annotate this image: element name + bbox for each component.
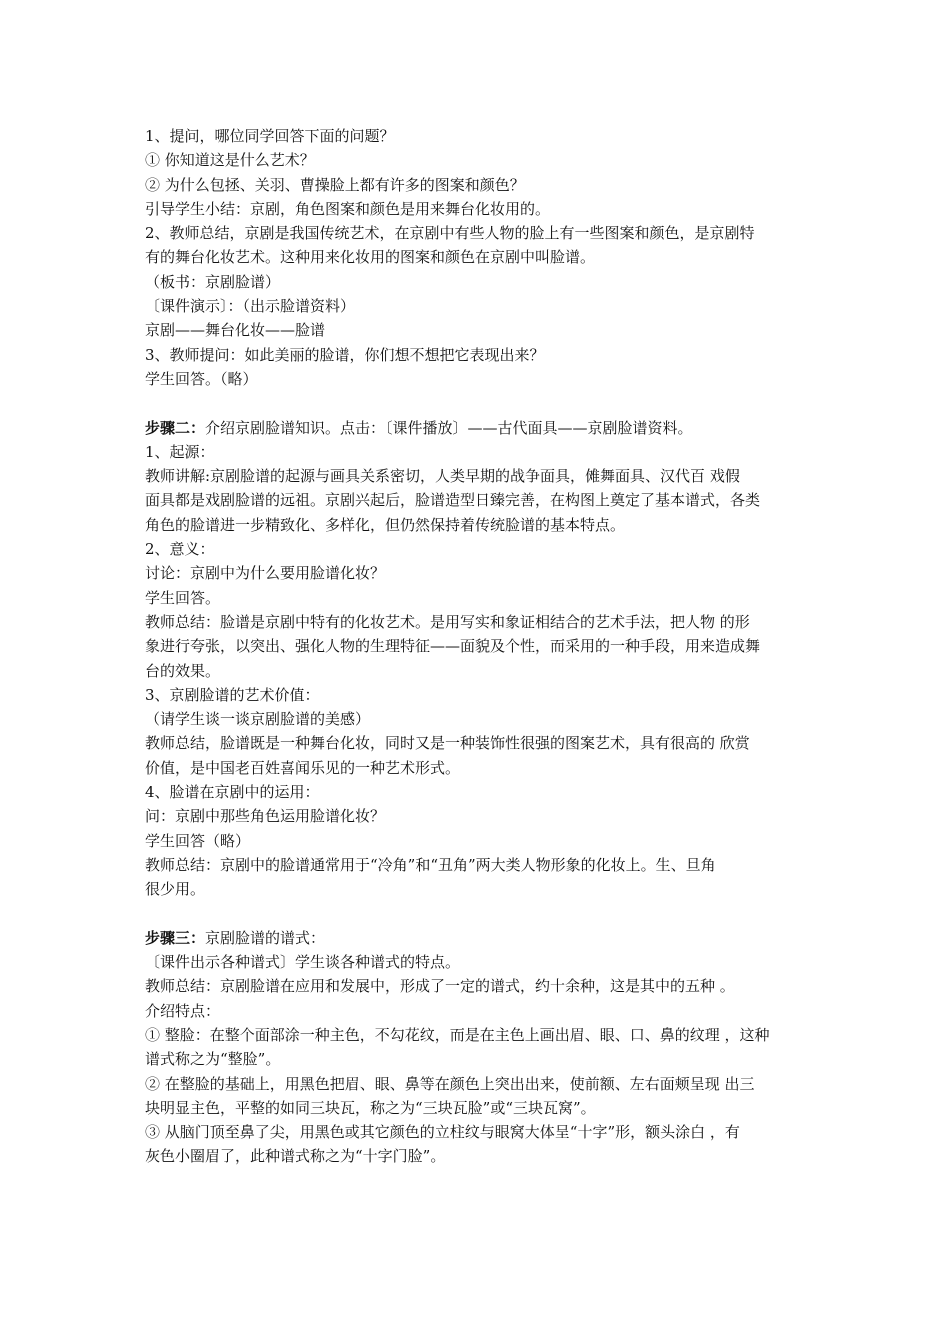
step2-line-9: 象进行夸张，以突出、强化人物的生理特征——面貌及个性，而采用的一种手段，用来造成舞 <box>145 637 761 656</box>
section1-line-4: 引导学生小结：京剧，角色图案和颜色是用来舞台化妆用的。 <box>145 199 551 218</box>
step2-line-7: 学生回答。 <box>145 588 221 607</box>
paragraph-gap <box>145 902 815 926</box>
step3-line-6: ② 在整脸的基础上，用黑色把眉、眼、鼻等在颜色上突出出来，使前额、左右面颊呈现 出三 <box>145 1074 755 1093</box>
step3-line-4: ① 整脸：在整个面部涂一种主色，不勾花纹，而是在主色上画出眉、眼、口、鼻的纹理 ，这种 <box>145 1025 770 1044</box>
section1-line-10: 3、教师提问：如此美丽的脸谱，你们想不想把它表现出来？ <box>145 345 545 364</box>
step2-line-5: 2、意义： <box>145 540 215 559</box>
step3-line-1: 〔课件出示各种谱式〕学生谈各种谱式的特点。 <box>145 953 461 972</box>
step2-line-12: （请学生谈一谈京剧脸谱的美感） <box>145 710 371 729</box>
step2-line-2: 教师讲解:京剧脸谱的起源与画具关系密切，人类早期的战争面具，傩舞面具、汉代百 戏假 <box>145 467 740 486</box>
step2-line-1: 1、起源： <box>145 442 215 461</box>
step3-line-5: 谱式称之为“整脸”。 <box>145 1050 281 1069</box>
step3-line-9: 灰色小圈眉了，此种谱式称之为“十字门脸”。 <box>145 1147 446 1166</box>
step2-line-16: 问：京剧中那些角色运用脸谱化妆？ <box>145 807 386 826</box>
step2-line-10: 台的效果。 <box>145 661 221 680</box>
step2-line-11: 3、京剧脸谱的艺术价值： <box>145 685 320 704</box>
section1-line-8: 〔课件演示〕：（出示脸谱资料） <box>145 297 356 316</box>
step2-line-3: 面具都是戏剧脸谱的远祖。京剧兴起后，脸谱造型日臻完善，在构图上奠定了基本谱式，各类 <box>145 491 761 510</box>
document-page <box>145 124 815 1169</box>
section1-line-2: ① 你知道这是什么艺术？ <box>145 151 315 170</box>
step3-line-3: 介绍特点： <box>145 1001 221 1020</box>
section1-line-3: ② 为什么包拯、关羽、曹操脸上都有许多的图案和颜色？ <box>145 175 525 194</box>
section1-line-1: 1、提问，哪位同学回答下面的问题？ <box>145 127 395 145</box>
step2-line-17: 学生回答（略） <box>145 831 251 850</box>
step2-heading <box>145 416 815 440</box>
section1-line-7: （板书：京剧脸谱） <box>145 272 281 291</box>
paragraph-gap <box>145 391 815 415</box>
step2-line-15: 4、脸谱在京剧中的运用： <box>145 783 320 802</box>
step2-line-8: 教师总结：脸谱是京剧中特有的化妆艺术。是用写实和象证相结合的艺术手法，把人物 的形 <box>145 612 750 631</box>
step3-line-7: 块明显主色，平整的如同三块瓦，称之为“三块瓦脸”或“三块瓦窝”。 <box>145 1098 596 1117</box>
step2-line-6: 讨论：京剧中为什么要用脸谱化妆？ <box>145 564 386 583</box>
step3-title: 京剧脸谱的谱式： <box>205 928 326 947</box>
step3-label: 步骤三： <box>145 928 206 947</box>
step2-title: 介绍京剧脸谱知识。点击：〔课件播放〕——古代面具——京剧脸谱资料。 <box>205 418 693 437</box>
step2-line-4: 角色的脸谱进一步精致化、多样化，但仍然保持着传统脸谱的基本特点。 <box>145 515 626 534</box>
step2-line-19: 很少用。 <box>145 880 206 899</box>
section1-line-11: 学生回答。（略） <box>145 369 258 388</box>
section1-line-6: 有的舞台化妆艺术。这种用来化妆用的图案和颜色在京剧中叫脸谱。 <box>145 248 596 267</box>
step2-label: 步骤二： <box>145 418 206 437</box>
step3-line-8: ③ 从脑门顶至鼻了尖，用黑色或其它颜色的立柱纹与眼窝大体呈“十字”形，额头涂白 ，有 <box>145 1123 740 1142</box>
section1-line-9: 京剧——舞台化妆——脸谱 <box>145 321 326 340</box>
step2-line-13: 教师总结，脸谱既是一种舞台化妆，同时又是一种装饰性很强的图案艺术，具有很高的 欣赏 <box>145 734 750 753</box>
step3-heading <box>145 926 815 950</box>
step3-line-2: 教师总结：京剧脸谱在应用和发展中，形成了一定的谱式，约十余种，这是其中的五种 。 <box>145 977 735 996</box>
step2-line-18: 教师总结：京剧中的脸谱通常用于“冷角”和“丑角”两大类人物形象的化妆上。生、旦角 <box>145 855 716 874</box>
section1-line-5: 2、教师总结，京剧是我国传统艺术，在京剧中有些人物的脸上有一些图案和颜色，是京剧特 <box>145 224 755 243</box>
step2-line-14: 价值，是中国老百姓喜闻乐见的一种艺术形式。 <box>145 758 461 777</box>
